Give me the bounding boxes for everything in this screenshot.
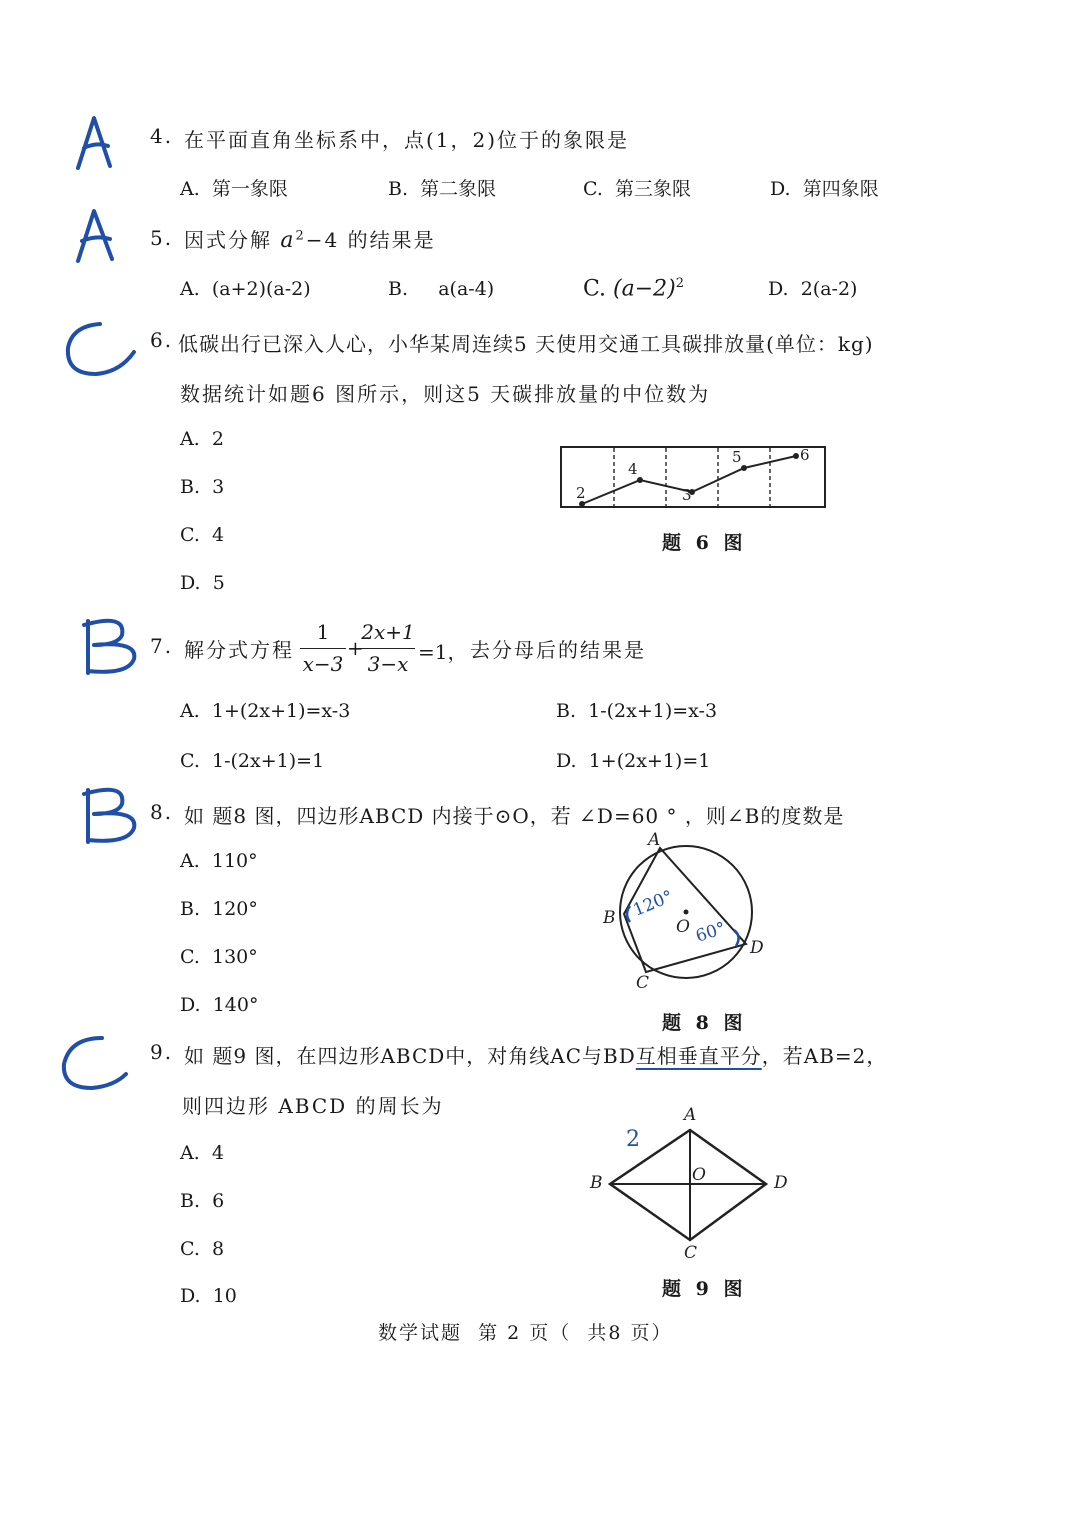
q8-option-b: B. 120°	[180, 898, 258, 920]
q6-data-point	[741, 465, 747, 471]
question-7-stem-post: 去分母后的结果是	[470, 638, 646, 662]
q7-fraction1-numerator: 1	[316, 620, 330, 644]
question-5-stem: 因式分解 $a^2-4$ 的结果是	[184, 228, 436, 253]
question-8-stem: 如 题8 图，四边形ABCD 内接于⊙O，若 ∠D=60 ° ，则∠B的度数是	[184, 804, 845, 828]
q6-option-a: A. 2	[180, 428, 224, 450]
q6-option-c: C. 4	[180, 524, 225, 546]
question-9-stem-line2: 则四边形 ABCD 的周长为	[182, 1094, 444, 1118]
question-8-number: 8.	[150, 800, 174, 824]
handwritten-answer-5	[70, 205, 122, 265]
q9-label-d: D	[774, 1173, 788, 1193]
question-6-number: 6.	[150, 328, 174, 352]
q8-figure-caption: 题 8 图	[662, 1012, 747, 1034]
q8-option-d: D. 140°	[180, 994, 259, 1016]
q6-data-point	[637, 477, 643, 483]
q9-label-b: B	[590, 1173, 603, 1193]
q8-circle-figure	[596, 826, 776, 996]
q7-fraction2-numerator: 2x+1	[361, 620, 415, 644]
q4-option-b: B. 第二象限	[388, 178, 497, 200]
q7-equals: =1，	[418, 640, 468, 664]
q7-option-c: C. 1-(2x+1)=1	[180, 750, 325, 772]
q9-label-a: A	[684, 1105, 697, 1125]
q5-option-a: A. (a+2)(a-2)	[180, 278, 311, 300]
handwritten-answer-4	[70, 112, 120, 172]
q8-label-c: C	[636, 973, 650, 993]
question-4-stem: 在平面直角坐标系中，点(1，2)位于的象限是	[184, 128, 630, 152]
q5-option-d: D. 2(a-2)	[768, 278, 858, 300]
q9-label-o: O	[692, 1165, 706, 1185]
q9-rhombus-figure	[586, 1100, 796, 1266]
q6-option-d: D. 5	[180, 572, 225, 594]
q7-plus: +	[347, 636, 364, 660]
q9-label-c: C	[684, 1243, 698, 1263]
q7-option-b: B. 1-(2x+1)=x-3	[556, 700, 718, 722]
handwritten-answer-8	[78, 784, 142, 846]
q6-point-label: 3	[682, 486, 692, 504]
q9-option-b: B. 6	[180, 1190, 225, 1212]
q6-point-label: 2	[576, 484, 586, 502]
q7-option-a: A. 1+(2x+1)=x-3	[180, 700, 351, 722]
q8-label-d: D	[750, 938, 764, 958]
handwritten-answer-6	[60, 318, 140, 378]
q9-option-a: A. 4	[180, 1142, 224, 1164]
q9-underlined-phrase: 互相垂直平分	[635, 1044, 762, 1068]
q8-hand-120: 120°	[630, 886, 676, 921]
q4-option-d: D. 第四象限	[770, 178, 879, 200]
q7-fraction1-denominator: x−3	[302, 652, 344, 676]
question-5-number: 5.	[150, 226, 174, 250]
q6-point-label: 4	[628, 460, 638, 478]
q9-option-c: C. 8	[180, 1238, 225, 1260]
question-7-stem-pre: 解分式方程	[184, 638, 294, 662]
q8-hand-60: 60°	[693, 918, 729, 947]
page-footer: 数学试题 第 2 页（ 共8 页）	[378, 1322, 673, 1344]
q6-point-label: 6	[800, 446, 810, 464]
q9-figure-caption: 题 9 图	[662, 1278, 747, 1300]
q8-label-o: O	[676, 917, 690, 937]
q7-fraction1-bar	[300, 648, 346, 649]
q5-option-b: B. a(a-4)	[388, 278, 495, 300]
handwritten-answer-9	[56, 1030, 132, 1094]
q8-option-c: C. 130°	[180, 946, 258, 968]
question-9-number: 9.	[150, 1040, 174, 1064]
q4-option-c: C. 第三象限	[583, 178, 692, 200]
q8-hand-angle-b	[627, 906, 630, 922]
q6-figure-caption: 题 6 图	[662, 532, 747, 554]
q9-option-d: D. 10	[180, 1285, 237, 1307]
q8-label-b: B	[603, 908, 616, 928]
question-7-number: 7.	[150, 634, 174, 658]
q7-fraction2-denominator: 3−x	[367, 652, 409, 676]
q7-fraction2-bar	[361, 648, 415, 649]
handwritten-answer-7	[78, 615, 142, 677]
q6-data-point	[793, 453, 799, 459]
q8-option-a: A. 110°	[180, 850, 258, 872]
question-4-number: 4.	[150, 124, 174, 148]
q5-option-c: C. $(a-2)^2$	[583, 276, 685, 302]
q6-option-b: B. 3	[180, 476, 225, 498]
q6-point-label: 5	[732, 448, 742, 466]
question-6-stem-line1: 低碳出行已深入人心，小华某周连续5 天使用交通工具碳排放量(单位：kg)	[178, 332, 874, 356]
question-9-stem-line1: 如 题9 图，在四边形ABCD中，对角线AC与BD互相垂直平分，若AB=2，	[184, 1044, 888, 1068]
q6-line-chart	[560, 446, 826, 510]
q8-label-a: A	[648, 830, 661, 850]
q4-option-a: A. 第一象限	[180, 178, 288, 200]
q9-hand-ab-length: 2	[626, 1127, 640, 1152]
question-6-stem-line2: 数据统计如题6 图所示，则这5 天碳排放量的中位数为	[180, 382, 711, 406]
q7-option-d: D. 1+(2x+1)=1	[556, 750, 711, 772]
